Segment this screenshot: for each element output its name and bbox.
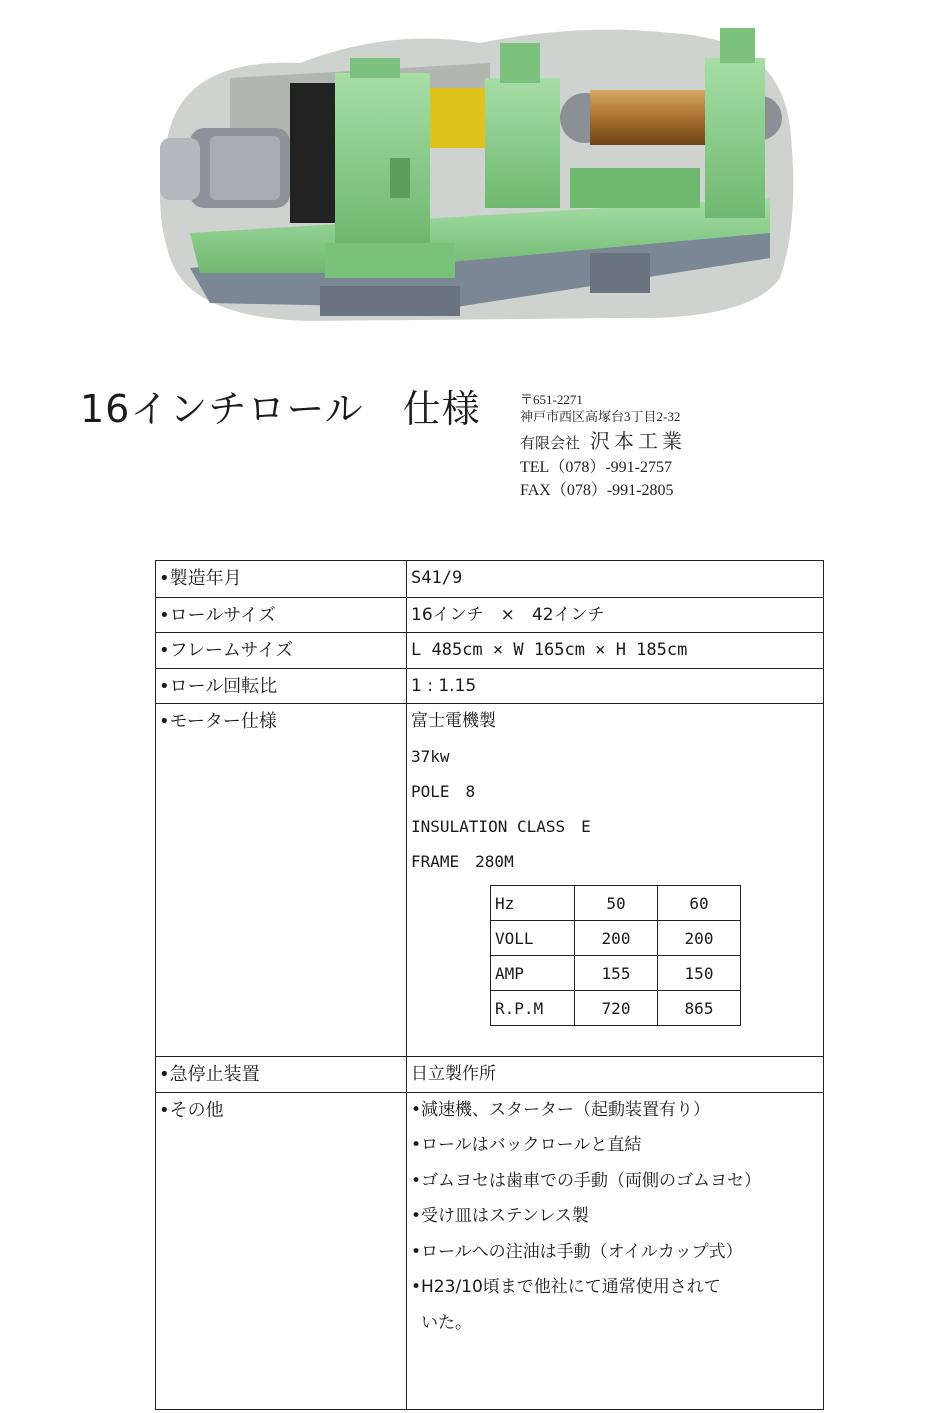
company-tel: TEL（078）-991-2757 [520,459,672,476]
note-line: いた。 [421,1312,472,1333]
rating-50hz: 200 [575,921,658,956]
rating-50hz: 155 [575,956,658,991]
note-line: •減速機、スターター（起動装置有り） [411,1099,711,1120]
company-name-row [520,430,686,456]
spec-label: •モーター仕様 [156,704,407,1056]
rating-60hz: 150 [658,956,741,991]
spec-row-roll-ratio [156,668,823,704]
spec-label: •製造年月 [156,561,407,597]
company-type: 有限会社 [520,436,581,452]
spec-label: •ロールサイズ [156,598,407,633]
rating-50hz: 50 [575,886,658,921]
spec-value: S41/9 [411,568,463,588]
rating-row-rpm [491,991,741,1026]
spec-row-frame-size [156,632,823,668]
note-line: •H23/10頃まで他社にて通常使用されて [411,1277,721,1297]
note-line: •受け皿はステンレス製 [411,1206,589,1226]
spec-row-other [156,1092,823,1409]
motor-insulation: INSULATION CLASS E [411,817,591,836]
motor-rating-table [490,885,741,1026]
spec-table [155,560,824,1410]
spec-label: •急停止装置 [156,1057,407,1092]
spec-label: •フレームサイズ [156,633,407,668]
spec-value: L 485cm × W 165cm × H 185cm [411,640,688,660]
rating-key: R.P.M [491,991,575,1026]
company-name: 沢本工業 [590,431,687,453]
motor-spec-values [407,704,823,1056]
rating-60hz: 865 [658,991,741,1026]
motor-frame: FRAME 280M [411,852,514,871]
postal-code: 〒651-2271 [520,392,583,407]
other-notes [407,1093,823,1409]
spec-value: 16インチ × 42インチ [411,604,605,625]
motor-power: 37kw [411,747,450,766]
rating-row-amp [491,956,741,991]
motor-maker: 富士電機製 [411,711,496,731]
spec-value: 日立製作所 [411,1064,496,1084]
company-fax: FAX（078）-991-2805 [520,482,674,499]
rating-60hz: 200 [658,921,741,956]
company-info [520,392,686,502]
machine-photo [150,18,800,321]
spec-row-emergency-stop [156,1056,823,1092]
motor-pole: POLE 8 [411,782,476,801]
spec-label: •その他 [156,1093,407,1409]
roll-mill-illustration [150,18,800,321]
rating-60hz: 60 [658,886,741,921]
note-line: •ロールはバックロールと直結 [411,1135,642,1155]
note-line: •ゴムヨセは歯車での手動（両側のゴムヨセ） [411,1170,762,1191]
page-title: 16インチロール 仕様 [80,387,481,431]
rating-key: Hz [491,886,575,921]
rating-key: VOLL [491,921,575,956]
spec-row-year [156,561,823,597]
company-address: 神戸市西区高塚台3丁目2-32 [520,409,681,424]
note-line: •ロールへの注油は手動（オイルカップ式） [411,1241,743,1262]
spec-row-roll-size [156,597,823,633]
rating-row-voltage [491,921,741,956]
spec-label: •ロール回転比 [156,669,407,704]
rating-50hz: 720 [575,991,658,1026]
spec-value: 1 : 1.15 [411,675,477,696]
spec-row-motor [156,703,823,1056]
rating-key: AMP [491,956,575,991]
rating-row-hz [491,886,741,921]
